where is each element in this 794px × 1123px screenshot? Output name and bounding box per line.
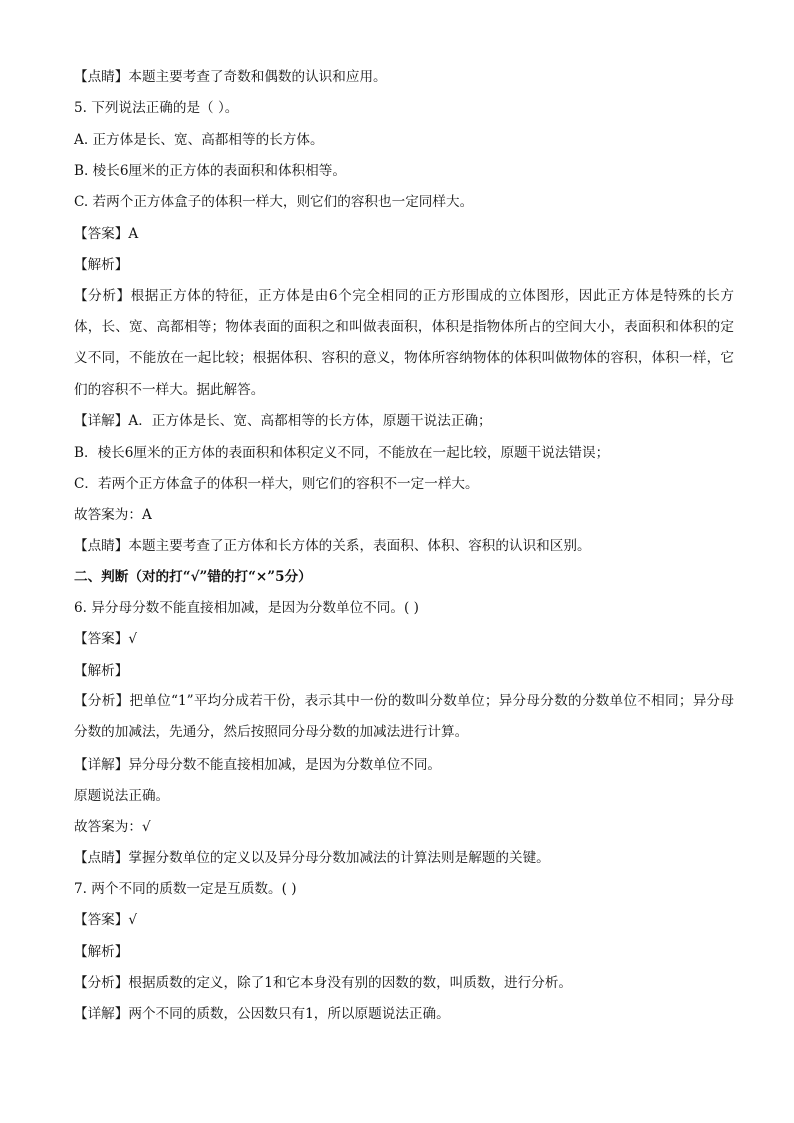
detail-line: 【详解】两个不同的质数，公因数只有1，所以原题说法正确。 (74, 1006, 450, 1022)
analysis-paragraph: 【分析】根据正方体的特征，正方体是由6个完全相同的正方形围成的立体图形，因此正方体是特殊的长方体，长、宽、高都相等；物体表面的面积之和叫做表面积，体积是指物体所占的空间大小，表面积和体积的定义不同，不能放在一起比较；根据体积、容积的意义，物体所容纳物体的体积叫做物体的容积，体积一样，它们的容积不一样大。据此解答。 (74, 288, 734, 398)
answer-line: 【答案】√ (74, 631, 138, 647)
option-b: B. 棱长6厘米的正方体的表面积和体积相等。 (74, 163, 346, 179)
dianjing-line: 【点睛】本题主要考查了奇数和偶数的认识和应用。 (74, 69, 387, 85)
jiexi-line: 【解析】 (74, 257, 129, 273)
option-c: C. 若两个正方体盒子的体积一样大，则它们的容积也一定同样大。 (74, 194, 474, 210)
detail-c: C．若两个正方体盒子的体积一样大，则它们的容积不一定一样大。 (74, 476, 479, 492)
answer-line: 【答案】A (74, 226, 139, 242)
question-5-stem: 5. 下列说法正确的是（ ）。 (74, 100, 239, 116)
detail-line: 【详解】异分母分数不能直接相加减，是因为分数单位不同。 (74, 757, 442, 773)
jiexi-line: 【解析】 (74, 663, 129, 679)
jiexi-line: 【解析】 (74, 944, 129, 960)
analysis-line: 【分析】根据质数的定义，除了1和它本身没有别的因数的数，叫质数，进行分析。 (74, 975, 573, 991)
dianjing-line: 【点睛】本题主要考查了正方体和长方体的关系，表面积、体积、容积的认识和区别。 (74, 538, 591, 554)
conclusion-line: 原题说法正确。 (74, 788, 170, 804)
detail-b: B．棱长6厘米的正方体的表面积和体积定义不同，不能放在一起比较，原题干说法错误； (74, 445, 610, 461)
conclusion-line: 故答案为：A (74, 507, 152, 523)
section-heading: 二、判断（对的打“√”错的打“×”5分） (74, 569, 312, 585)
option-a: A. 正方体是长、宽、高都相等的长方体。 (74, 132, 324, 148)
detail-a: 【详解】A．正方体是长、宽、高都相等的长方体，原题干说法正确； (74, 413, 492, 429)
conclusion-line: 故答案为：√ (74, 819, 151, 835)
question-6-stem: 6. 异分母分数不能直接相加减，是因为分数单位不同。( ) (74, 600, 419, 616)
analysis-paragraph: 【分析】把单位“1”平均分成若干份，表示其中一份的数叫分数单位；异分母分数的分数单位不相同；异分母分数的加减法，先通分，然后按照同分母分数的加减法进行计算。 (74, 693, 734, 741)
answer-line: 【答案】√ (74, 912, 138, 928)
question-7-stem: 7. 两个不同的质数一定是互质数。( ) (74, 881, 297, 897)
dianjing-line: 【点睛】掌握分数单位的定义以及异分母分数加减法的计算法则是解题的关键。 (74, 850, 550, 866)
